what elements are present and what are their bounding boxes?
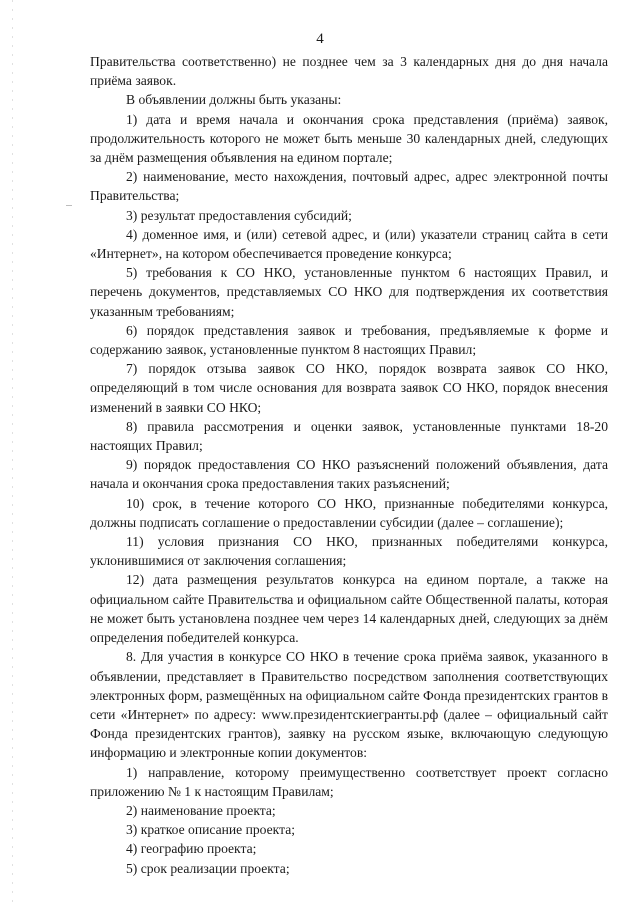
list-item: 1) дата и время начала и окончания срока представления (приёма) заявок, продолжительность которого не может быть меньше 30 календарных дней, следующих за днём размещения объявления на едином портале; <box>90 111 608 166</box>
list-item: 7) порядок отзыва заявок СО НКО, порядок возврата заявок СО НКО, определяющий в том числе основания для возврата заявок СО НКО, порядок внесения изменений в заявки СО НКО; <box>90 361 608 415</box>
list-item: 9) порядок предоставления СО НКО разъяснений положений объявления, дата начала и окончания срока предоставления таких разъяснений; <box>90 457 608 492</box>
document-body <box>90 52 608 878</box>
scan-edge-marks <box>12 0 13 905</box>
list-item: 6) порядок представления заявок и требования, предъявляемые к форме и содержанию заявок, установленные пунктом 8 настоящих Правил; <box>90 322 608 358</box>
list-item: 5) срок реализации проекта; <box>126 860 290 876</box>
list-item: 3) краткое описание проекта; <box>126 822 296 838</box>
list-item: 5) требования к СО НКО, установленные пунктом 6 настоящих Правил, и перечень документов, представляемых СО НКО для подтверждения их соответствия указанным требованиям; <box>90 265 608 319</box>
list-item: 4) географию проекта; <box>126 841 257 857</box>
list-item: 2) наименование, место нахождения, почтовый адрес, адрес электронной почты Правительства; <box>90 169 608 204</box>
paragraph-continuation: Правительства соответственно) не позднее чем за 3 календарных дня до дня начала приёма заявок. <box>90 54 608 89</box>
list-item: 3) результат предоставления субсидий; <box>126 207 352 223</box>
paragraph-intro: В объявлении должны быть указаны: <box>126 92 342 108</box>
list-item: 10) срок, в течение которого СО НКО, признанные победителями конкурса, должны подписать соглашение о предоставлении субсидии (далее – соглашение); <box>90 495 608 530</box>
list-item: 12) дата размещения результатов конкурса на едином портале, а также на официальном сайте Правительства и официальном сайте Общественной палаты, которая не может быть установлена позднее чем через 14 календарных дней, следующих за днём определения победителей конкурса. <box>90 572 608 646</box>
margin-mark <box>66 205 72 206</box>
list-item: 4) доменное имя, и (или) сетевой адрес, и (или) указатели страниц сайта в сети «Интернет», на котором обеспечивается проведение конкурса; <box>90 226 608 262</box>
list-item: 2) наименование проекта; <box>126 802 276 818</box>
list-item: 8) правила рассмотрения и оценки заявок, установленные пунктами 18-20 настоящих Правил; <box>90 418 608 454</box>
list-item: 11) условия признания СО НКО, признанных победителями конкурса, уклонившимися от заключения соглашения; <box>90 534 608 569</box>
page-number: 4 <box>316 31 324 47</box>
section-paragraph: 8. Для участия в конкурсе СО НКО в течение срока приёма заявок, указанного в объявлении, представляет в Правительство посредством заполнения соответствующих электронных форм, размещённых на официальном сайте Фонда президентских грантов в сети «Интернет» по адресу: www.президентскиегранты.рф (далее – официальный сайт Фонда президентских грантов), заявку на русском языке, включающую следующую информацию и электронные копии документов: <box>90 649 608 761</box>
list-item: 1) направление, которому преимущественно соответствует проект согласно приложению № 1 к настоящим Правилам; <box>90 764 608 799</box>
